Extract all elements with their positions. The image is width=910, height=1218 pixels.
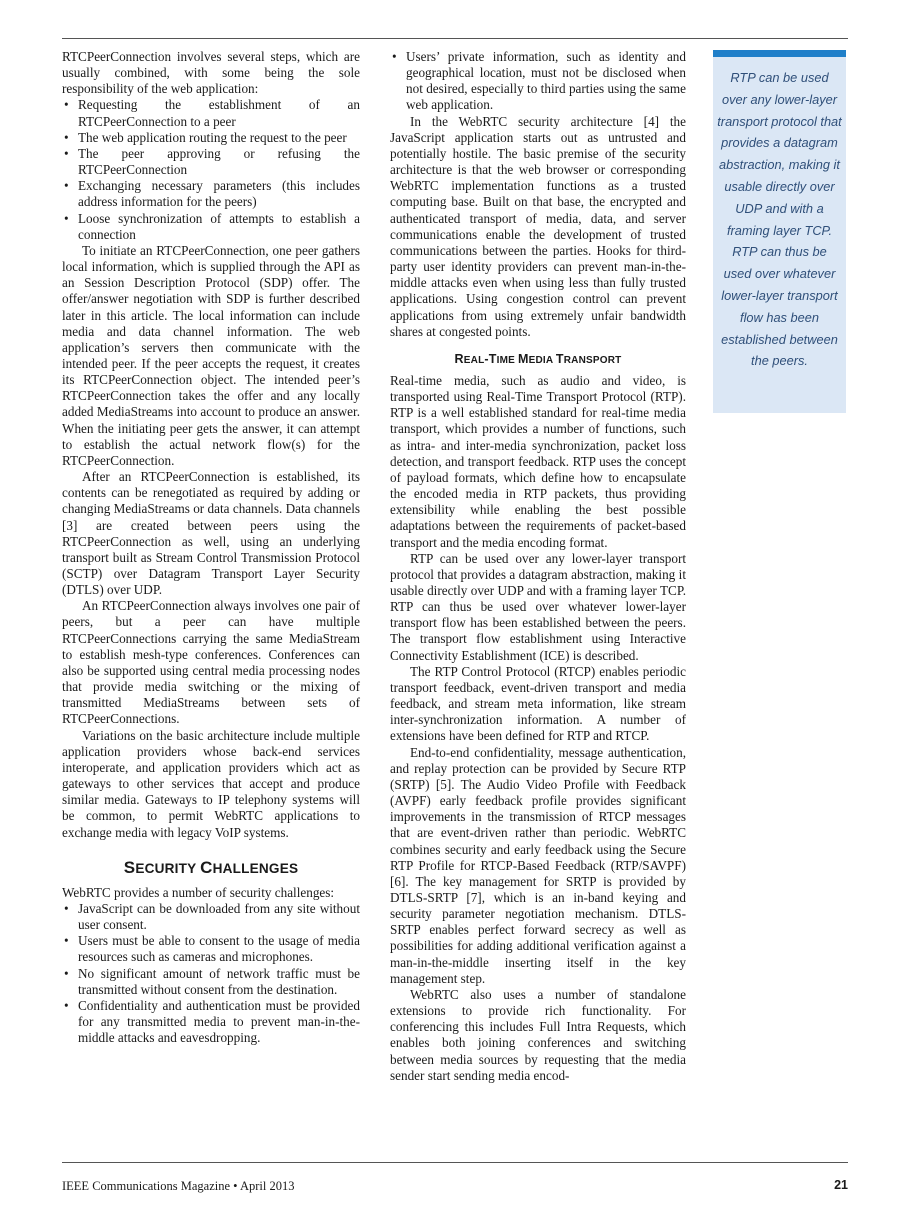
body-paragraph: The RTP Control Protocol (RTCP) enables periodic transport feedback, event-driven transport and media feedback, and stream meta information, like stream inter-synchronization information. A number of extensions have been defined for RTP and RTCP. <box>390 663 686 744</box>
list-item: • Users must be able to consent to the usage of media resources such as cameras and microphones. <box>64 933 360 965</box>
body-paragraph: After an RTCPeerConnection is established, its contents can be renegotiated as required by adding or changing MediaStreams or data channels. Data channels [3] are created between peers using the RTCPeerConnection as well, using an underlying transport built as Stream Control Transmission Protocol (SCTP) over Datagram Transport Layer Security (DTLS) over UDP. <box>62 469 360 598</box>
middle-column <box>390 49 686 1084</box>
list-item: • No significant amount of network traffic must be transmitted without consent from the destination. <box>64 965 360 997</box>
bullet-icon: • <box>64 145 69 161</box>
left-column <box>62 49 360 1046</box>
body-paragraph: An RTCPeerConnection always involves one pair of peers, but a peer can have multiple RTCPeerConnections carrying the same MediaStream to establish mesh-type conferences. Conferences can also be supported using central media processing nodes that provide media switching or the mixing of transmitted MediaStreams between sets of RTCPeerConnections. <box>62 598 360 727</box>
list-item: • Confidentiality and authentication must be provided for any transmitted media to prevent man-in-the-middle attacks and eavesdropping. <box>64 997 360 1046</box>
security-challenges-heading: SECURITY CHALLENGES <box>123 857 299 877</box>
bullet-icon: • <box>64 933 69 949</box>
list-item: • JavaScript can be downloaded from any site without user consent. <box>64 900 360 933</box>
body-paragraph: In the WebRTC security architecture [4] the JavaScript application starts out as untrusted and potentially hostile. The basic premise of the security architecture is that the web browser or corresponding WebRTC implementation functions as a trusted computing base. Built on that base, the encrypted and authenticated transport of media, data, and server communications enable the development of trusted communications between the parties. Hooks for third-party user identity providers can prevent man-in-the-middle attacks even when using less than fully trusted applications. Using congestion control can prevent applications from using extremely unfair bandwidth shares at congested points. <box>390 113 686 339</box>
bullet-icon: • <box>64 129 69 145</box>
intro-paragraph: RTCPeerConnection involves several steps, which are usually combined, with some being the sole responsibility of the web application: <box>62 49 360 97</box>
real-time-media-transport-heading: REAL-TIME MEDIA TRANSPORT <box>454 351 622 366</box>
bullet-icon: • <box>64 178 69 194</box>
bullet-icon: • <box>64 997 69 1013</box>
body-paragraph: End-to-end confidentiality, message authentication, and replay protection can be provided by Secure RTP (SRTP) [5]. The Audio Video Profile with Feedback (AVPF) early feedback profile provides significant improvements in the transmission of RTCP messages that are event-driven rather than periodic. WebRTC combines security and early feedback using the Secure RTP Profile for RTCP-Based Feedback (RTP/SAVPF) [6]. The key management for SRTP is provided by DTLS-SRTP [7], which is an in-band keying and security parameter negotiation mechanism. DTLS-SRTP enables perfect forward secrecy as well as possibilities for adding additional verification against a man-in-the-middle inserting itself in the key management step. <box>390 744 686 986</box>
pull-quote-sidebar <box>713 50 846 413</box>
bullet-icon: • <box>392 49 397 64</box>
list-item: • Exchanging necessary parameters (this includes address information for the peers) <box>64 178 360 210</box>
body-paragraph: Variations on the basic architecture include multiple application providers whose back-end services interoperate, and application providers which act as gateways to other services that accept and produce similar media. Gateways to IP telephony systems will be common, to permit WebRTC applications to exchange media with legacy VoIP systems. <box>62 727 360 840</box>
bullet-icon: • <box>64 97 69 113</box>
list-item: • The peer approving or refusing the RTCPeerConnection <box>64 145 360 178</box>
challenges-list-continued <box>390 49 686 114</box>
body-paragraph: WebRTC also uses a number of standalone extensions to provide rich functionality. For conferencing this includes Full Intra Requests, which enables both joining conferences and switching between media sources by requesting that the media sender start sending media encod- <box>390 986 686 1083</box>
list-item: • Loose synchronization of attempts to establish a connection <box>64 210 360 242</box>
bullet-icon: • <box>64 900 69 916</box>
security-intro: WebRTC provides a number of security challenges: <box>62 884 335 900</box>
list-item: • Users’ private information, such as identity and geographical location, must not be disclosed when not desired, especially to third parties using the same web application. <box>392 49 686 113</box>
challenges-list <box>62 901 360 1046</box>
bottom-rule <box>62 1162 848 1163</box>
steps-list <box>62 97 360 242</box>
rtp-intro-paragraph: Real-time media, such as audio and video, is transported using Real-Time Transport Protocol (RTP). RTP is a well established standard for real-time media transport, which provides a number of functions, such as intra- and inter-media synchronization, packet loss detection, and transport feedback. RTP uses the concept of payload formats, which define how to encapsulate the encoded media in RTP packets, thus providing extensibility while enabling the best possible adaptations between the requirements of packet-based transport and the media encoding format. <box>390 372 686 550</box>
pull-quote-text: RTP can be used over any lower-layer transport protocol that provides a datagram abstraction, making it usable directly over UDP and with a framing layer TCP. RTP can thus be used over whatever lower-layer transport flow has been established between the peers. <box>717 70 842 369</box>
body-paragraph: RTP can be used over any lower-layer transport protocol that provides a datagram abstraction, making it usable directly over UDP and with a framing layer TCP. RTP can thus be used over whatever lower-layer transport flow has been established between the peers. The transport flow establishment using Interactive Connectivity Establishment (ICE) is described. <box>390 550 686 663</box>
list-item: • Requesting the establishment of an RTCPeerConnection to a peer <box>64 97 360 129</box>
page-number: 21 <box>834 1178 848 1192</box>
bullet-icon: • <box>64 965 69 981</box>
list-item: • The web application routing the request to the peer <box>64 129 347 145</box>
footer-publication: IEEE Communications Magazine • April 2013 <box>62 1179 295 1193</box>
bullet-icon: • <box>64 210 69 226</box>
body-paragraph: To initiate an RTCPeerConnection, one peer gathers local information, which is supplied through the API as an Session Description Protocol (SDP) offer. The offer/answer negotiation with SDP is further described later in this article. The local information can include media and data channel information. The web application’s servers then communicate with the intended peer. If the peer accepts the request, it creates its RTCPeerConnection object. The intended peer’s RTCPeerConnection takes the offer and any locally added MediaStreams into account to produce an answer. When the initiating peer gets the answer, it can attempt to establish the actual network flow(s) for the RTCPeerConnection. <box>62 242 360 468</box>
top-rule <box>62 38 848 39</box>
